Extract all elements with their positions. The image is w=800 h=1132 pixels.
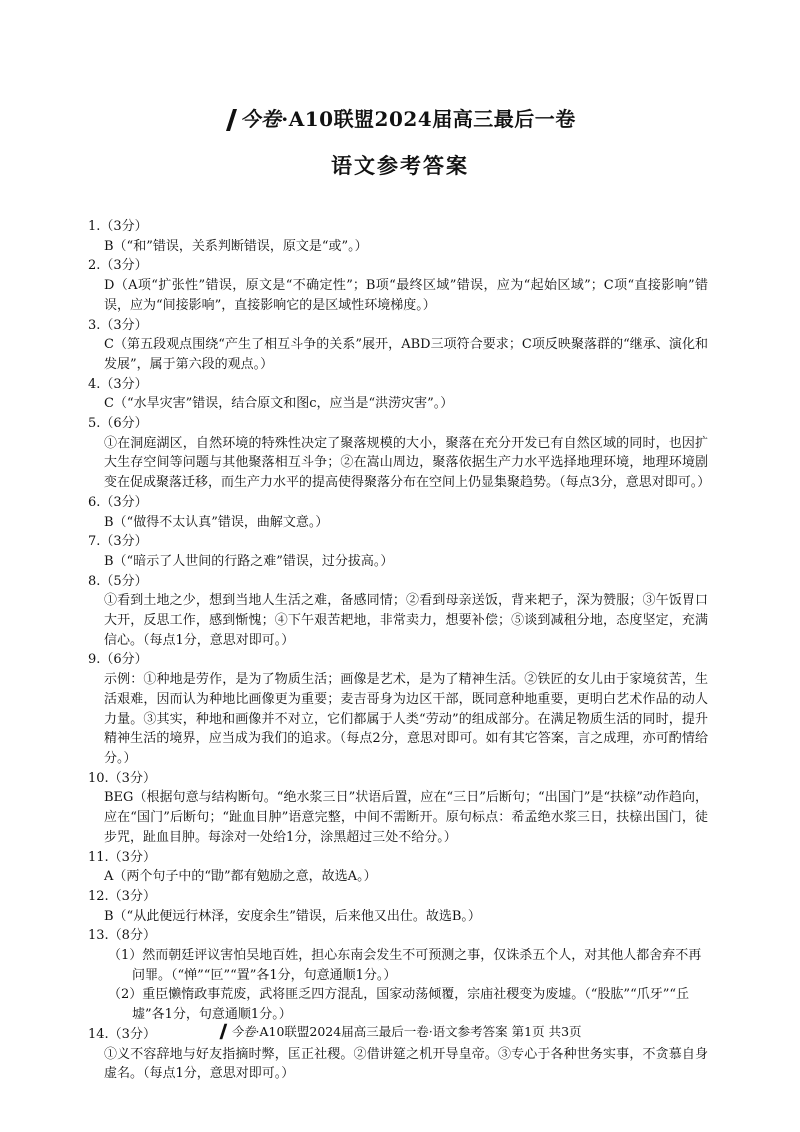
answer-text: B（“暗示了人世间的行路之难”错误，过分拔高。）: [104, 553, 394, 569]
footer-logo-icon: [218, 1022, 228, 1043]
question-number: 13.（8分）: [88, 928, 156, 944]
question-number: 3.（3分）: [88, 317, 148, 333]
question-number: 14.（3分）: [88, 1026, 156, 1042]
answer-text: B（“和”错误，关系判断错误，原文是“或”。）: [104, 238, 368, 254]
question-number: 4.（3分）: [88, 376, 148, 392]
question-number: 7.（3分）: [88, 534, 148, 550]
question-number: 10.（3分）: [88, 770, 156, 786]
answer-text: ①义不容辞地与好友指摘时弊，匡正社稷。②借讲筵之机开导皇帝。③专心于各种世务实事，不贪慕自身虚名。（每点1分，意思对即可。）: [104, 1046, 708, 1082]
document-title: [0, 103, 800, 136]
footer-text: ·A10联盟2024届高三最后一卷·语文参考答案 第1页 共3页: [255, 1024, 582, 1039]
answer-text: C（“水旱灾害”错误，结合原文和图c，应当是“洪涝灾害”。）: [104, 396, 454, 412]
answer-subitem: （1）然而朝廷评议害怕吴地百姓，担心东南会发生不可预测之事，仅诛杀五个人，对其他人都舍弃不再问罪。（“惮”“叵”“置”各1分，句意通顺1分。）: [108, 948, 702, 983]
answer-text: ①看到土地之少，想到当地人生活之难，备感同情；②看到母亲送饭，背来耙子，深为赞服；③午饭胃口大开，反思工作，感到惭愧；④下午艰苦耙地，非常卖力，想要补偿；⑤谈到减租分地，态度坚定，充满信心。（每点1分，意思对即可。）: [104, 593, 708, 648]
answer-text: D（A项“扩张性”错误，原文是“不确定性”；B项“最终区域”错误，应为“起始区域”；C项“直接影响”错误，应为“间接影响”，直接影响它的是区域性环境梯度。）: [104, 278, 708, 313]
answer-text: 示例：①种地是劳作，是为了物质生活；画像是艺术，是为了精神生活。②铁匠的女儿由于家境贫苦，生活艰难，因而认为种地比画像更为重要；麦吉哥身为边区干部，既同意种地重要，更明白艺术作品的动人力量。③其实，种地和画像并不对立，它们都属于人类“劳动”的组成部分。在满足物质生活的同时，提升精神生活的境界，应当成为我们的追求。（每点2分，意思对即可。如有其它答案，言之成理，亦可酌情给分。）: [104, 672, 708, 766]
answer-text: B（“做得不太认真”错误，曲解文意。）: [104, 514, 329, 530]
answer-subitem: （2）重臣懒惰政事荒废，武将匪乏四方混乱，国家动荡倾覆，宗庙社稷变为废墟。（“股肱”“爪牙”“丘墟”各1分，句意通顺1分。）: [108, 987, 690, 1023]
question-number: 6.（3分）: [88, 494, 148, 510]
question-number: 5.（6分）: [88, 416, 148, 432]
question-number: 11.（3分）: [88, 849, 156, 865]
question-number: 2.（3分）: [88, 258, 148, 274]
answer-text: C（第五段观点围绕“产生了相互斗争的关系”展开，ABD三项符合要求；C项反映聚落群的“继承、演化和发展”，属于第六段的观点。）: [104, 337, 708, 372]
answer-list: [88, 217, 711, 1084]
brand-logo-text: 今卷: [240, 107, 282, 131]
brand-logo-icon: [224, 106, 238, 136]
question-number: 12.（3分）: [88, 888, 156, 904]
question-number: 9.（6分）: [88, 652, 148, 668]
question-number: 1.（3分）: [88, 219, 148, 234]
answer-text: ①在洞庭湖区，自然环境的特殊性决定了聚落规模的大小，聚落在充分开发已有自然区域的同时，也因扩大生存空间等问题与其他聚落相互斗争；②在嵩山周边，聚落依据生产力水平选择地理环境，地理环境剧变在促成聚落迁移，而生产力水平的提高使得聚落分布在空间上仍显集聚趋势。（每点3分，意思对即可。）: [104, 435, 711, 491]
answer-text: A（两个句子中的“勖”都有勉励之意，故选A。）: [104, 869, 377, 885]
answer-subitems: [88, 946, 708, 1025]
answer-text: BEG（根据句意与结构断句。“绝水浆三日”状语后置，应在“三日”后断句；“出国门”是“扶榇”动作趋向，应在“国门”后断句；“趾血目肿”语意完整，中间不需断开。原句标点：希孟绝水浆三日，扶榇出国门，徒步咒，趾血目肿。每涂对一处给1分，涂黑超过三处不给分。）: [104, 790, 708, 845]
answer-text: B（“从此便远行林泽，安度余生”错误，后来他又出仕。故选B。）: [104, 908, 481, 924]
document-header: [0, 103, 800, 180]
page-footer: [0, 1022, 800, 1043]
question-number: 8.（5分）: [88, 573, 148, 589]
document-subtitle: 语文参考答案: [331, 153, 469, 178]
exam-title: ·A10联盟2024届高三最后一卷: [281, 107, 576, 131]
footer-logo-text: 今卷: [230, 1024, 256, 1039]
